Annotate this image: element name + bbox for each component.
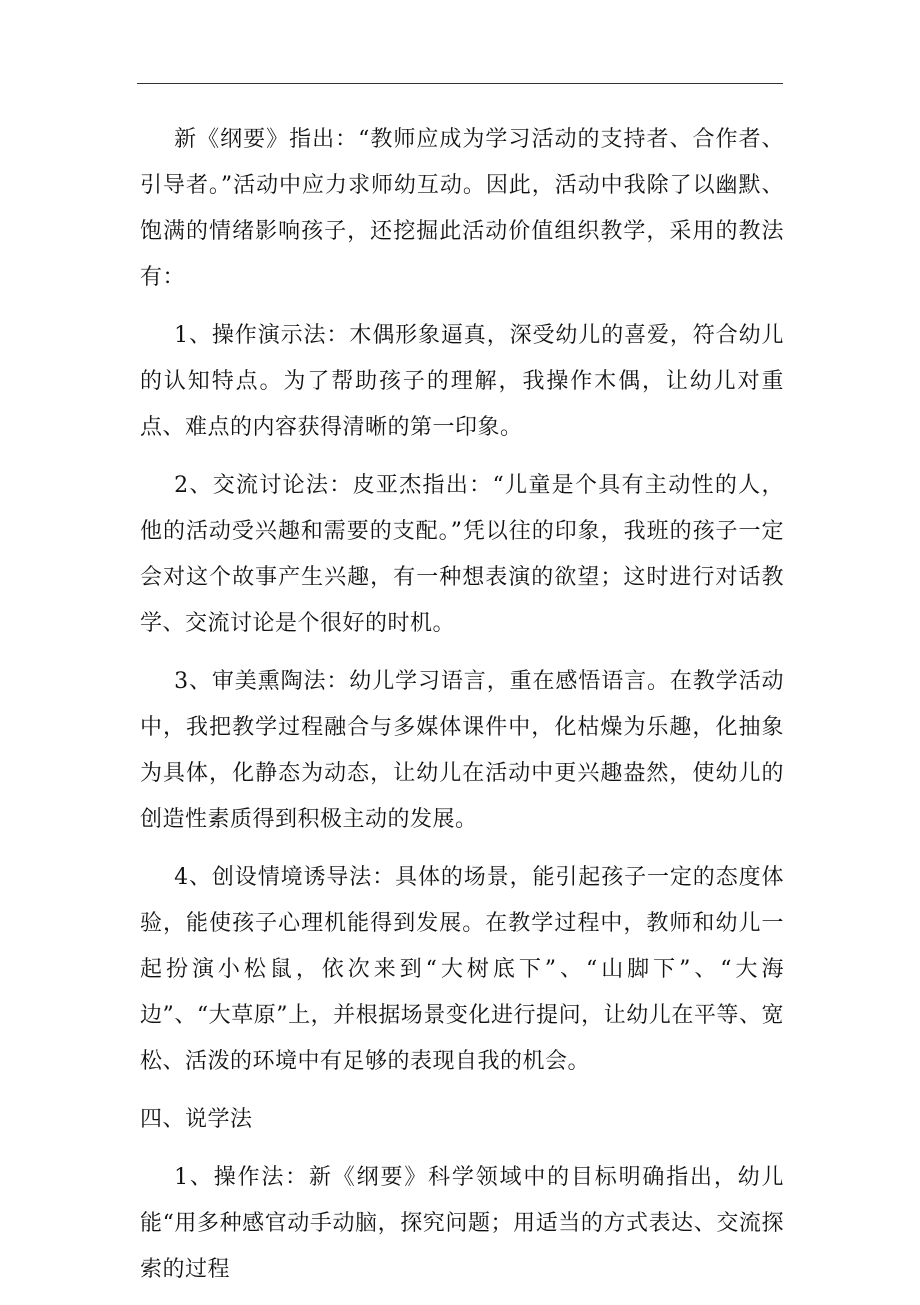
paragraph-learning-method-1: 1、操作法：新《纲要》科学领域中的目标明确指出，幼儿能“用多种感官动手动脑，探究问题；用适当的方式表达、交流探索的过程 <box>140 1165 784 1282</box>
document-body <box>140 117 784 1305</box>
paragraph-method-3: 3、审美熏陶法：幼儿学习语言，重在感悟语言。在教学活动中，我把教学过程融合与多媒体课件中，化枯燥为乐趣，化抽象为具体，化静态为动态，让幼儿在活动中更兴趣盎然，使幼儿的创造性素质得到积极主动的发展。 <box>140 669 784 832</box>
header-rule <box>137 83 783 84</box>
section-heading: 四、说学法 <box>140 1107 253 1132</box>
paragraph-method-4: 4、创设情境诱导法：具体的场景，能引起孩子一定的态度体验，能使孩子心理机能得到发展。在教学过程中，教师和幼儿一起扮演小松鼠，依次来到“大树底下”、“山脚下”、“大海边”、“大草原”上，并根据场景变化进行提问，让幼儿在平等、宽松、活泼的环境中有足够的表现自我的机会。 <box>140 865 784 1074</box>
paragraph-method-1: 1、操作演示法：木偶形象逼真，深受幼儿的喜爱，符合幼儿的认知特点。为了帮助孩子的理解，我操作木偶，让幼儿对重点、难点的内容获得清晰的第一印象。 <box>140 323 784 440</box>
paragraph-method-2: 2、交流讨论法：皮亚杰指出：“儿童是个具有主动性的人，他的活动受兴趣和需要的支配。”凭以往的印象，我班的孩子一定会对这个故事产生兴趣，有一种想表演的欲望；这时进行对话教学、交流讨论是个很好的时机。 <box>140 473 784 636</box>
paragraph-intro: 新《纲要》指出：“教师应成为学习活动的支持者、合作者、引导者。”活动中应力求师幼互动。因此，活动中我除了以幽默、饱满的情绪影响孩子，还挖掘此活动价值组织教学，采用的教法有： <box>140 127 784 290</box>
